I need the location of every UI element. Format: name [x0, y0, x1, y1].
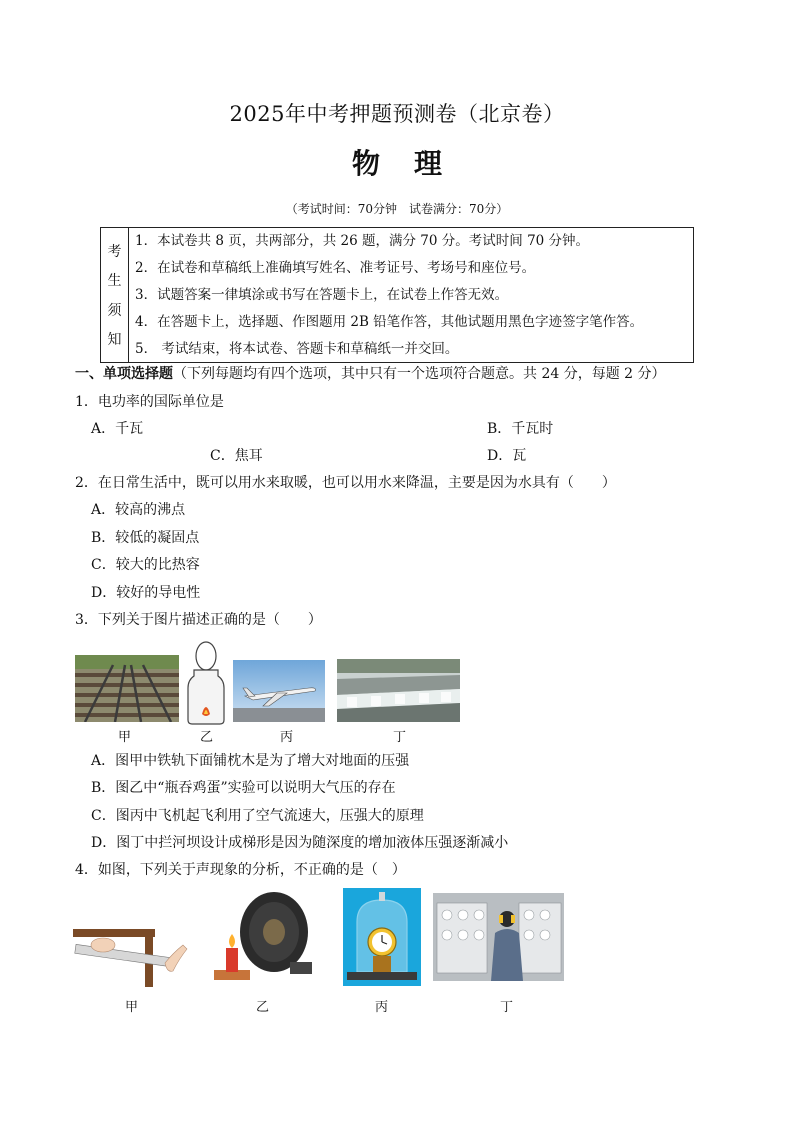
notice-item: 5． 考试结束，将本试卷、答题卡和草稿纸一并交回。	[135, 341, 459, 357]
q4-caption: 乙	[256, 1000, 270, 1015]
q3-option-a: A．图甲中铁轨下面铺枕木是为了增大对地面的压强	[91, 753, 410, 769]
notice-item: 3．试题答案一律填涂或书写在答题卡上，在试卷上作答无效。	[135, 287, 509, 303]
notice-label	[101, 228, 129, 362]
section-heading-label: 一、单项选择题	[75, 366, 173, 382]
q3-railway-image	[75, 655, 179, 722]
q4-caption: 丁	[500, 1000, 514, 1015]
section-heading-note: （下列每题均有四个选项，其中只有一个选项符合题意。共 24 分，每题 2 分）	[173, 366, 666, 382]
subject-title: 物理	[351, 147, 476, 180]
notice-item: 4．在答题卡上，选择题、作图题用 2B 铅笔作答，其他试题用黑色字迹签字笔作答。	[135, 314, 644, 330]
q2-option-b: B．较低的凝固点	[91, 530, 200, 546]
q4-caption: 丙	[375, 1000, 389, 1015]
notice-label-char: 生	[107, 273, 122, 290]
q3-stem: 3．下列关于图片描述正确的是（ ）	[75, 612, 322, 628]
q1-option-b: B．千瓦时	[487, 421, 554, 437]
notice-label-char: 知	[107, 332, 122, 349]
q4-caption: 甲	[125, 1000, 139, 1015]
q4-speaker-candle-image	[214, 890, 314, 985]
exam-info: （考试时间：70分钟 试卷满分：70分）	[285, 202, 509, 216]
q4-bell-jar-clock-image	[343, 888, 421, 986]
section-heading	[75, 364, 666, 384]
q2-option-d: D．较好的导电性	[91, 585, 201, 601]
q4-ruler-image	[73, 925, 193, 991]
q4-stem: 4．如图，下列关于声现象的分析，不正确的是（ ）	[75, 862, 406, 878]
notice-item: 2．在试卷和草稿纸上准确填写姓名、准考证号、考场号和座位号。	[135, 260, 536, 276]
q3-dam-image	[337, 659, 460, 722]
q3-option-c: C．图丙中飞机起飞利用了空气流速大，压强大的原理	[91, 808, 424, 824]
q3-airplane-image	[233, 660, 325, 722]
notice-box	[100, 227, 694, 363]
q2-stem: 2．在日常生活中，既可以用水来取暖，也可以用水来降温，主要是因为水具有（ ）	[75, 475, 616, 491]
q4-factory-worker-image	[433, 893, 564, 981]
q3-caption: 丁	[393, 730, 407, 745]
q2-option-a: A．较高的沸点	[91, 502, 186, 518]
q1-stem: 1．电功率的国际单位是	[75, 394, 224, 410]
q3-caption: 甲	[118, 730, 132, 745]
notice-label-char: 须	[107, 302, 122, 319]
notice-item: 1．本试卷共 8 页，共两部分，共 26 题，满分 70 分。考试时间 70 分钟。	[135, 233, 590, 249]
q3-option-d: D．图丁中拦河坝设计成梯形是因为随深度的增加液体压强逐渐减小	[91, 835, 509, 851]
q1-option-c: C．焦耳	[210, 448, 263, 464]
q1-option-a: A．千瓦	[91, 421, 144, 437]
q3-option-b: B．图乙中“瓶吞鸡蛋”实验可以说明大气压的存在	[91, 780, 396, 796]
notice-label-char: 考	[107, 243, 122, 260]
q3-caption: 乙	[200, 730, 214, 745]
q3-caption: 丙	[280, 730, 294, 745]
q2-option-c: C．较大的比热容	[91, 557, 200, 573]
notice-items	[129, 228, 693, 362]
paper-title: 2025年中考押题预测卷（北京卷）	[229, 102, 565, 126]
q1-option-d: D．瓦	[487, 448, 527, 464]
q3-bottle-egg-image	[186, 640, 226, 725]
